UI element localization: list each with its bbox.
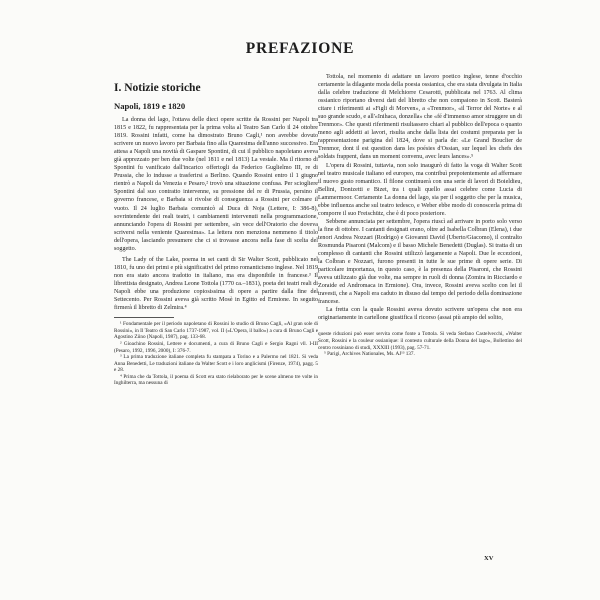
subheading: Napoli, 1819 e 1820 bbox=[114, 101, 186, 111]
body-paragraph: The Lady of the Lake, poema in sei canti di Sir Walter Scott, pubblicato nel 1810, fu uno dei primi e più significativi del primo romanticismo inglese. Nel 1819 non era stato ancora tradotto in italiano, ma era disponibile in francese.³ Il librettista designato, Andrea Leone Tottola (1770 ca.–1831), poeta dei teatri reali di Napoli ebbe una produzione copiosissima di opere a partire dalla fine del Settecento. Per Rossini aveva già scritto Mosè in Egitto ed Ermione. In seguito firmerà il libretto di Zelmira.⁴ bbox=[114, 256, 318, 312]
footnote: ² Gioachino Rossini, Lettere e documenti, a cura di Bruno Cagli e Sergio Ragni vll. I-III (Pesaro, 1992, 1996, 2000), I: 376-7. bbox=[114, 340, 318, 354]
footnotes bbox=[318, 331, 522, 357]
footnote: ³ La prima traduzione italiane completa fu stampata a Torino e a Palermo nel 1821. Si veda Anna Benedetti, Le traduzioni italiane da Walter Scott e i loro anglicismi (Firenze, 1974), pagg. 5 e 28. bbox=[114, 354, 318, 374]
body-paragraph: La donna del lago, l'ottava delle dieci opere scritte da Rossini per Napoli tra 1815 e 1822, fu rappresentata per la prima volta al Teatro San Carlo il 24 ottobre 1819. Rossini infatti, come ha dimostrato Bruno Cagli,¹ non avrebbe dovuto scrivere un nuovo lavoro per Barbaia fino alla Quaresima dell'anno successivo. Era attesa a Napoli una novità di Gaspare Spontini, di cui il pubblico napoletano aveva già apprezzato per ben due volte (nel 1811 e nel 1813) La vestale. Ma il ritorno di Spontini fu vanificato dall'incarico offertogli da Federico Guglielmo III, re di Prussia, che lo indusse a trasferirsi a Berlino. Quando Rossini entro il 1 giugno rientrò a Napoli da Venezia e Pesaro,² trovò una situazione confusa. Per sciogliere Spontini dal suo contratto intervenne, su pressione del re di Prussia, persino il governo francese, e Barbaia si rivolse di conseguenza a Rossini per colmare il vuoto. Il 24 luglio Barbaia comunicò al Duca di Noja (Lettere, I: 386-8), sovrintendente dei reali teatri, i cambiamenti intervenuti nella programmazione, annunciando l'opera di Rossini per settembre, «in vece dell'Oratorio che doveva scriversi nella veniente Quaresima». La lettera non menziona nemmeno il titolo dell'opera, lasciando presumere che ci si trovasse ancora nella fase di scelta del soggetto. bbox=[114, 117, 318, 252]
footnote: ¹ Fondamentale per il periodo napoletano di Rossini lo studio di Bruno Cagli, «Al gran sole di Rossini», in Il Teatro di San Carlo 1737-1987, vol. II («L'Opera, il ballo») a cura di Bruno Cagli e Agostino Ziino (Napoli, 1987), pag. 133-68. bbox=[114, 321, 318, 341]
body-paragraph: L'opera di Rossini, tuttavia, non solo inaugurò di fatto la voga di Walter Scott nel teatro musicale italiano ed europeo, ma contribuì prepotentemente ad affermare il nuovo gusto romantico. Il filone continuerà con una serie di lavori di Boieldieu, Bellini, Donizetti e Bizet, tra i quali quello assai celebre come Lucia di Lammermoor. Certamente La donna del lago, sia per il soggetto che per la musica, ebbe influenza anche sul teatro tedesco, e Weber ebbe modo di conoscerla prima di comporre il suo Freischütz, che è di poco posteriore. bbox=[318, 162, 522, 217]
body-paragraph: Sebbene annunciata per settembre, l'opera riuscì ad arrivare in porto solo verso la fine di ottobre. I cantanti designati erano, oltre ad Isabella Colbran (Elena), i due tenori Andrea Nozzari (Rodrigo) e Giovanni David (Uberto/Giacomo), il contralto Rosmunda Pisaroni (Malcom) e il basso Michele Benedetti (Duglas). Si tratta di un complesso di cantanti che Rossini utilizzò largamente a Napoli. Due le eccezioni, la Colbran e Nozzari, furono presenti in tutte le sue prime di opere serie. Di particolare importanza, in questo caso, è la presenza della Pisaroni, che Rossini aveva utilizzato già due volte, ma sempre in ruoli di donna (Zomira in Ricciardo e Zoraide ed Andromaca in Ermione). Ora, invece, Rossini aveva scelto con lei il travesti, che a Napoli era caduto in disuso dal tempo del periodo della dominazione francese. bbox=[318, 218, 522, 306]
page-number: XV bbox=[484, 555, 494, 562]
body-paragraph: La fretta con la quale Rossini aveva dovuto scrivere un'opera che non era originariamente in cartellone giustifica il ricorso (assai più ampio del solito, bbox=[318, 307, 522, 322]
footnote-divider bbox=[114, 317, 174, 318]
page-title: PREFAZIONE bbox=[245, 40, 355, 57]
left-column bbox=[114, 72, 318, 387]
section-heading: I. Notizie storiche bbox=[114, 82, 201, 94]
body-paragraph: Tottola, nel momento di adattare un lavoro poetico inglese, tenne d'occhio certamente la dilagante moda della poesia ossianica, che era stata divulgata in Italia dalla celebre traduzione di Melchiorre Cesarotti, pubblicata nel 1763. Al clima ossianico riportano diversi dati del libretto che non compaiono in Scott. Basterà citare i riferimenti ai «Figli di Morven», a «Trenmor», «il Terror del Norte» e al suo grande scudo, e all'«Inihaca, donzella» che «fé d'immenso amor struggere un di Trenmor». Che questi riferimenti risultassero chiari al pubblico dell'epoca o quanto meno agli addetti ai lavori, risulta anche dalla lista dei costumi preparata per la rappresentazione parigina del 1824, dove si parla de: «Le Grand Bouclier de Trenmor, dont il est question dans les poésies d'Ossian, sur lequel les chefs des soldats frappent, dans un moment convenu, avec leurs lances».⁵ bbox=[318, 74, 522, 161]
footnote: ⁵ Parigi, Archives Nationales, Ms. AJ¹³ 137. bbox=[324, 351, 415, 358]
footnote: queste riduzioni può esser servita come fonte a Tottola. Si veda Stefano Castelvecchi, «Walter Scott, Rossini e la couleur ossianique: il contesto culturale della Donna del lago», Bollettino del centro rossiniano di studi, XXXIII (1993), pag. 57-71. bbox=[318, 331, 522, 351]
footnotes bbox=[114, 321, 318, 387]
footnote: ⁴ Prima che da Tottola, il poema di Scott era stato rielaborato per le scene almeno tre volte in Inghilterra, ma nessuna di bbox=[114, 373, 318, 387]
right-column bbox=[318, 73, 522, 358]
